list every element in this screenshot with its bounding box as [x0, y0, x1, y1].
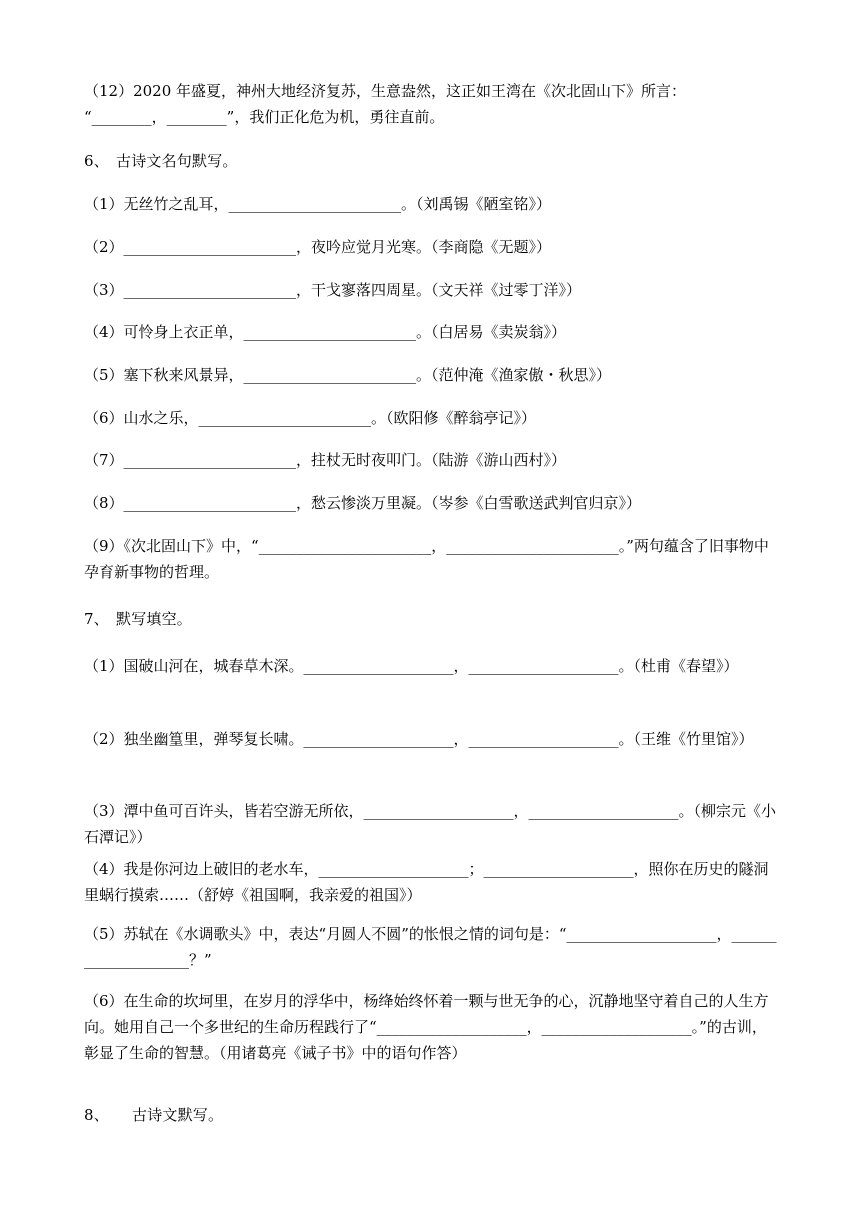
question-8-title: 古诗文默写。: [132, 1106, 224, 1124]
q7-item-6: （6）在生命的坎坷里，在岁月的浮华中，杨绛始终怀着一颗与世无争的心，沉静地坚守着自己的人生方向。她用自己一个多世纪的生命历程践行了“____________________，____________________。”的古训，彰显了生命的智慧。（用诸葛亮《诫子书》中的语句作答）: [84, 992, 769, 1062]
q7-item-4: （4）我是你河边上破旧的老水车，____________________；____________________，照你在历史的隧洞里蜗行摸索……（舒婷《祖国啊，我亲爱的祖国》）: [84, 860, 769, 904]
q6-item-1: （1）无丝竹之乱耳，_______________________。（刘禹锡《陋室铭》）: [84, 195, 552, 213]
question-6-number: 6、: [84, 152, 109, 170]
q6-item-8: （8）_______________________，愁云惨淡万里凝。（岑参《白雪歌送武判官归京》）: [84, 494, 642, 512]
q6-item-9: （9）《次北固山下》中，“_______________________，_______________________。”两句蕴含了旧事物中孕育新事物的哲理。: [84, 537, 769, 581]
question-7-title: 默写填空。: [116, 610, 193, 628]
question-7-heading: [84, 606, 780, 632]
item-12-line1: （12）2020 年盛夏，神州大地经济复苏，生意盎然，这正如王湾在《次北固山下》所言：: [84, 82, 687, 100]
q6-item-5: （5）塞下秋来风景异，_______________________。（范仲淹《渔家傲・秋思》）: [84, 366, 612, 384]
item-12: [84, 78, 780, 130]
q6-item-2: （2）_______________________，夜吟应觉月光寒。（李商隐《无题》）: [84, 238, 552, 256]
q6-item-4: （4）可怜身上衣正单，_______________________。（白居易《卖炭翁》）: [84, 323, 567, 341]
question-6-title: 古诗文名句默写。: [116, 152, 238, 170]
q7-item-2: （2）独坐幽篁里，弹琴复长啸。____________________，____________________。（王维《竹里馆》）: [84, 730, 754, 748]
question-8-heading: [84, 1102, 780, 1128]
q6-item-7: （7）_______________________，拄杖无时夜叩门。（陆游《游山西村》）: [84, 451, 567, 469]
q6-item-6: （6）山水之乐，_______________________。（欧阳修《醉翁亭记》）: [84, 409, 537, 427]
question-6-heading: [84, 148, 780, 174]
q7-item-5: （5）苏轼在《水调歌头》中，表达“月圆人不圆”的怅恨之情的词句是：“____________________，____________________？”: [84, 925, 777, 969]
q7-item-1: （1）国破山河在，城春草木深。____________________，____________________。（杜甫《春望》）: [84, 657, 739, 675]
q6-item-3: （3）_______________________，干戈寥落四周星。（文天祥《过零丁洋》）: [84, 281, 582, 299]
q7-item-3: （3）潭中鱼可百许头，皆若空游无所依，____________________，____________________。（柳宗元《小石潭记》）: [84, 802, 777, 846]
question-7-number: 7、: [84, 610, 109, 628]
item-12-line2: “________，________”，我们正化危为机，勇往直前。: [84, 108, 445, 126]
question-8-number: 8、: [84, 1106, 109, 1124]
